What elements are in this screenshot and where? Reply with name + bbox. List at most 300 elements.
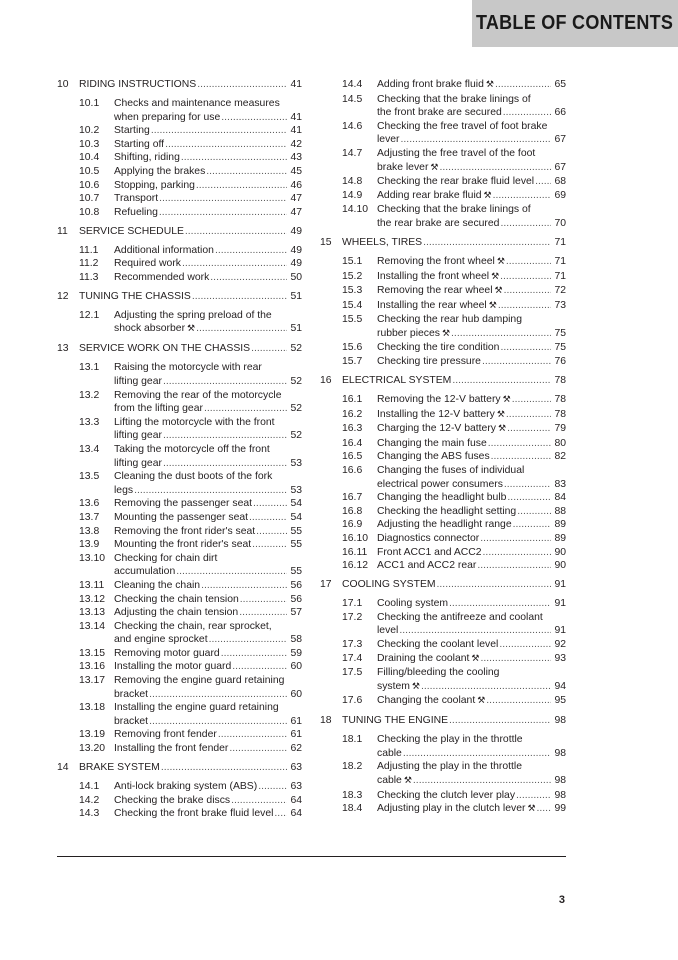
toc-section[interactable] <box>320 284 566 299</box>
page-ref: 65 <box>554 79 566 90</box>
entry-line <box>377 284 566 299</box>
entry-number: 10.2 <box>79 125 100 137</box>
entry-line <box>377 203 566 217</box>
toc-section[interactable] <box>57 124 302 138</box>
page-number: 3 <box>558 894 565 906</box>
page-title: TABLE OF CONTENTS <box>476 12 674 34</box>
entry-title: bracket <box>114 715 149 727</box>
entry-title: when preparing for use <box>114 111 221 123</box>
entry-title: Charging the 12-V battery <box>377 423 496 435</box>
entry-number: 15.4 <box>342 299 363 311</box>
toc-section[interactable] <box>320 464 566 491</box>
entry-number: 14 <box>57 762 69 774</box>
wrench-icon: ⚒ <box>491 271 500 282</box>
page-ref: 49 <box>290 225 302 237</box>
entry-title: the front brake are secured <box>377 107 502 119</box>
entry-number: 16.1 <box>342 394 363 406</box>
entry-title: Adding front brake fluid <box>377 79 484 90</box>
entry-number: 18.3 <box>342 789 363 801</box>
toc-section[interactable] <box>320 760 566 788</box>
entry-title: Adjusting the play in the throttle <box>377 761 522 773</box>
entry-number: 15.6 <box>342 342 363 354</box>
page-ref: 61 <box>290 715 302 727</box>
entry-line <box>114 111 302 125</box>
entry-line <box>377 733 566 747</box>
wrench-icon: ⚒ <box>488 300 497 311</box>
entry-title: Front ACC1 and ACC2 <box>377 546 482 558</box>
page-ref: 88 <box>554 505 566 517</box>
toc-section[interactable] <box>57 538 302 552</box>
entry-line <box>114 484 302 498</box>
page-ref: 82 <box>554 451 566 463</box>
toc-section[interactable] <box>57 807 302 821</box>
entry-title: Adjusting the spring preload of the <box>114 309 272 321</box>
entry-line <box>377 437 566 451</box>
leader-dots <box>149 715 287 729</box>
entry-line <box>114 620 302 634</box>
page-ref: 91 <box>554 598 566 610</box>
toc-section[interactable] <box>320 652 566 667</box>
entry-line <box>377 408 566 423</box>
toc-section[interactable] <box>57 701 302 728</box>
toc-section[interactable] <box>320 299 566 314</box>
page-ref: 57 <box>290 607 302 619</box>
toc-section[interactable] <box>320 559 566 573</box>
toc-section[interactable] <box>57 728 302 742</box>
entry-line <box>114 375 302 389</box>
entry-number: 18.2 <box>342 761 363 773</box>
entry-line <box>377 559 566 573</box>
entry-line <box>114 244 302 258</box>
leader-dots <box>196 179 288 193</box>
entry-line <box>377 624 566 638</box>
toc-chapter[interactable] <box>320 714 566 728</box>
page-ref: 59 <box>290 647 302 659</box>
leader-dots <box>512 393 552 407</box>
leader-dots <box>451 327 551 341</box>
entry-title: Adjusting the free travel of the foot <box>377 147 536 159</box>
leader-dots <box>413 774 552 788</box>
toc-section[interactable] <box>320 313 566 341</box>
entry-title: TUNING THE ENGINE <box>342 715 449 727</box>
entry-line <box>114 807 302 821</box>
leader-dots <box>498 299 552 313</box>
entry-number: 14.8 <box>342 176 363 188</box>
toc-chapter[interactable] <box>57 342 302 356</box>
toc-section[interactable] <box>57 389 302 416</box>
leader-dots <box>423 236 551 250</box>
page-ref: 41 <box>290 111 302 123</box>
entry-line <box>377 546 566 560</box>
entry-number: 14.3 <box>79 808 100 820</box>
page-ref: 53 <box>290 484 302 496</box>
wrench-icon: ⚒ <box>441 328 451 339</box>
leader-dots <box>516 789 551 803</box>
entry-title: Stopping, parking <box>114 179 195 191</box>
leader-dots <box>240 593 288 607</box>
entry-number: 13.18 <box>79 702 106 714</box>
toc-section[interactable] <box>320 611 566 638</box>
entry-title: lever <box>377 134 400 146</box>
page-ref: 64 <box>290 794 302 806</box>
entry-line <box>377 133 566 147</box>
entry-number: 12 <box>57 290 69 302</box>
entry-number: 13.3 <box>79 416 100 428</box>
toc-section[interactable] <box>320 78 566 93</box>
leader-dots <box>249 511 287 525</box>
toc-section[interactable] <box>57 780 302 794</box>
toc-section[interactable] <box>320 393 566 408</box>
toc-section[interactable] <box>57 361 302 388</box>
entry-line <box>377 393 566 408</box>
entry-number: 17.3 <box>342 638 363 650</box>
entry-title: Transport <box>114 193 159 205</box>
toc-chapter[interactable] <box>57 290 302 304</box>
footer-divider <box>57 856 566 857</box>
entry-title: WHEELS, TIRES <box>342 236 423 248</box>
toc-section[interactable] <box>57 151 302 165</box>
entry-number: 13.16 <box>79 661 106 673</box>
entry-number: 11.1 <box>79 244 99 256</box>
page-ref: 94 <box>554 680 566 692</box>
page-ref: 90 <box>554 546 566 558</box>
wrench-icon: ⚒ <box>477 696 486 707</box>
leader-dots <box>439 161 551 175</box>
entry-title: SERVICE WORK ON THE CHASSIS <box>79 343 251 355</box>
entry-title: Installing the front wheel <box>377 270 490 282</box>
entry-number: 16.7 <box>342 492 363 504</box>
toc-section[interactable] <box>57 309 302 337</box>
leader-dots <box>449 714 551 728</box>
page-ref: 67 <box>554 134 566 146</box>
entry-line <box>377 189 566 204</box>
leader-dots <box>161 761 288 775</box>
page-ref: 52 <box>290 376 302 388</box>
toc-section[interactable] <box>57 470 302 497</box>
entry-line <box>114 429 302 443</box>
page-ref: 51 <box>290 290 302 302</box>
entry-number: 16.10 <box>342 532 369 544</box>
entry-number: 13.11 <box>79 579 105 591</box>
toc-section[interactable] <box>57 416 302 443</box>
entry-line <box>114 309 302 323</box>
entry-line <box>114 416 302 430</box>
entry-number: 10.8 <box>79 206 100 218</box>
entry-title: Additional information <box>114 244 214 256</box>
entry-number: 16.8 <box>342 505 363 517</box>
toc-section[interactable] <box>320 789 566 803</box>
toc-section[interactable] <box>57 606 302 620</box>
entry-number: 17.5 <box>342 667 363 679</box>
entry-number: 16.4 <box>342 437 363 449</box>
entry-line <box>114 206 302 220</box>
page-ref: 71 <box>554 236 566 248</box>
entry-title: Checking the free travel of foot brake <box>377 120 548 132</box>
entry-line <box>377 760 566 774</box>
toc-section[interactable] <box>57 206 302 220</box>
toc-section[interactable] <box>320 638 566 652</box>
entry-number: 17 <box>320 579 332 591</box>
toc-section[interactable] <box>57 192 302 206</box>
toc-section[interactable] <box>57 579 302 593</box>
toc-section[interactable] <box>320 437 566 451</box>
entry-line <box>377 341 566 355</box>
toc-section[interactable] <box>320 802 566 817</box>
toc-chapter[interactable] <box>320 578 566 592</box>
entry-number: 13.12 <box>79 593 106 605</box>
entry-line <box>377 597 566 611</box>
entry-title: Applying the brakes <box>114 165 206 177</box>
entry-number: 10.4 <box>79 152 100 164</box>
entry-title: Adjusting play in the clutch lever <box>377 803 526 815</box>
entry-number: 15.7 <box>342 356 363 368</box>
entry-title: Taking the motorcycle off the front <box>114 443 270 455</box>
toc-section[interactable] <box>320 203 566 230</box>
page-ref: 54 <box>290 511 302 523</box>
page-ref: 41 <box>290 79 302 90</box>
entry-number: 12.1 <box>79 309 100 321</box>
entry-line <box>377 120 566 134</box>
leader-dots <box>163 457 287 471</box>
toc-section[interactable] <box>320 491 566 505</box>
toc-section[interactable] <box>320 408 566 423</box>
toc-section[interactable] <box>57 674 302 701</box>
page-ref: 98 <box>554 715 566 727</box>
entry-number: 13.10 <box>79 552 106 564</box>
entry-title: Checks and maintenance measures <box>114 97 280 109</box>
entry-line <box>114 124 302 138</box>
entry-number: 14.5 <box>342 93 363 105</box>
toc-chapter[interactable] <box>57 761 302 775</box>
entry-number: 14.9 <box>342 189 363 201</box>
entry-title: Starting off <box>114 138 165 150</box>
toc-section[interactable] <box>320 175 566 189</box>
entry-title: Draining the coolant <box>377 652 470 664</box>
toc-section[interactable] <box>320 355 566 369</box>
toc-section[interactable] <box>57 257 302 271</box>
page-ref: 72 <box>554 285 566 297</box>
wrench-icon: ⚒ <box>471 653 480 664</box>
leader-dots <box>210 271 287 285</box>
entry-title: lifting gear <box>114 376 162 388</box>
toc-section[interactable] <box>57 742 302 756</box>
entry-line <box>377 638 566 652</box>
page-ref: 43 <box>290 152 302 164</box>
page-ref: 84 <box>554 492 566 504</box>
toc-section[interactable] <box>57 138 302 152</box>
entry-line <box>377 747 566 761</box>
toc-section[interactable] <box>57 179 302 193</box>
entry-title: the rear brake are secured <box>377 217 500 229</box>
toc-section[interactable] <box>57 97 302 124</box>
entry-number: 13.14 <box>79 620 106 632</box>
entry-line <box>114 688 302 702</box>
leader-dots <box>507 491 551 505</box>
entry-title: Checking that the brake linings of <box>377 93 531 105</box>
leader-dots <box>182 257 287 271</box>
leader-dots <box>218 728 288 742</box>
leader-dots <box>206 165 287 179</box>
toc-section[interactable] <box>320 450 566 464</box>
entry-line <box>377 93 566 107</box>
entry-line <box>377 611 566 625</box>
entry-title: electrical power consumers <box>377 478 503 490</box>
entry-title: Adding rear brake fluid <box>377 189 482 201</box>
entry-line <box>114 179 302 193</box>
toc-column-left <box>57 78 302 821</box>
toc-chapter[interactable] <box>57 225 302 239</box>
toc-section[interactable] <box>320 505 566 519</box>
leader-dots <box>134 484 287 498</box>
toc-section[interactable] <box>320 255 566 270</box>
toc-section[interactable] <box>320 532 566 546</box>
leader-dots <box>201 579 287 593</box>
entry-line <box>377 680 566 695</box>
entry-line <box>377 255 566 270</box>
toc-section[interactable] <box>320 270 566 285</box>
leader-dots <box>506 255 552 269</box>
leader-dots <box>258 780 287 794</box>
toc-section[interactable] <box>57 525 302 539</box>
entry-number: 18 <box>320 715 332 727</box>
leader-dots <box>196 322 287 336</box>
toc-section[interactable] <box>57 511 302 525</box>
page-ref: 91 <box>554 625 566 637</box>
toc-chapter[interactable] <box>57 78 302 92</box>
entry-line <box>114 538 302 552</box>
entry-title: Checking the brake discs <box>114 794 231 806</box>
entry-number: 17.1 <box>342 598 363 610</box>
page-ref: 53 <box>290 457 302 469</box>
page-ref: 83 <box>554 478 566 490</box>
leader-dots <box>437 578 552 592</box>
toc-section[interactable] <box>320 422 566 437</box>
wrench-icon: ⚒ <box>483 190 492 201</box>
toc-section[interactable] <box>320 93 566 120</box>
toc-section[interactable] <box>320 341 566 355</box>
toc-section[interactable] <box>57 647 302 661</box>
entry-title: Removing the rear of the motorcycle <box>114 389 282 401</box>
toc-section[interactable] <box>57 794 302 808</box>
entry-number: 13.20 <box>79 743 106 755</box>
toc-section[interactable] <box>320 546 566 560</box>
entry-title: Checking the clutch lever play <box>377 789 516 801</box>
page-ref: 78 <box>554 375 566 387</box>
entry-title: Raising the motorcycle with rear <box>114 362 262 374</box>
toc-section[interactable] <box>320 597 566 611</box>
toc-section[interactable] <box>320 518 566 532</box>
page-ref: 68 <box>554 176 566 188</box>
leader-dots <box>504 284 552 298</box>
page-ref: 45 <box>290 165 302 177</box>
toc-section[interactable] <box>57 660 302 674</box>
toc-section[interactable] <box>320 189 566 204</box>
entry-title: COOLING SYSTEM <box>342 579 436 591</box>
entry-title: Changing the headlight bulb <box>377 492 507 504</box>
entry-number: 14.4 <box>342 79 363 90</box>
leader-dots <box>192 290 288 304</box>
entry-title: Removing the engine guard retaining <box>114 675 285 687</box>
leader-dots <box>163 375 287 389</box>
entry-title: brake lever <box>377 161 429 173</box>
entry-number: 11.3 <box>79 271 99 283</box>
toc-section[interactable] <box>57 244 302 258</box>
entry-line <box>114 579 302 593</box>
leader-dots <box>163 429 287 443</box>
toc-chapter[interactable] <box>320 236 566 250</box>
entry-line <box>114 674 302 688</box>
toc-section[interactable] <box>57 443 302 470</box>
leader-dots <box>204 402 287 416</box>
entry-line <box>342 714 566 728</box>
leader-dots <box>513 518 552 532</box>
leader-dots <box>482 355 551 369</box>
entry-title: Checking the front brake fluid level <box>114 808 274 820</box>
entry-title: Checking that the brake linings of <box>377 204 531 216</box>
toc-section[interactable] <box>57 497 302 511</box>
entry-number: 16.5 <box>342 451 363 463</box>
page-ref: 98 <box>554 747 566 759</box>
toc-chapter[interactable] <box>320 374 566 388</box>
toc-section[interactable] <box>320 733 566 760</box>
page-ref: 55 <box>290 525 302 537</box>
leader-dots <box>221 647 288 661</box>
page-ref: 76 <box>554 356 566 368</box>
toc-section[interactable] <box>57 552 302 579</box>
page-ref: 63 <box>290 781 302 793</box>
entry-title: Installing the 12-V battery <box>377 408 495 420</box>
leader-dots <box>401 133 552 147</box>
entry-line <box>377 464 566 478</box>
leader-dots <box>181 151 288 165</box>
toc-section[interactable] <box>320 694 566 709</box>
toc-section[interactable] <box>320 666 566 694</box>
entry-number: 10.6 <box>79 179 100 191</box>
entry-line <box>79 342 302 356</box>
toc-section[interactable] <box>320 147 566 175</box>
leader-dots <box>504 478 552 492</box>
wrench-icon: ⚒ <box>502 395 511 406</box>
toc-section[interactable] <box>57 165 302 179</box>
page-ref: 52 <box>290 430 302 442</box>
entry-line <box>377 175 566 189</box>
entry-title: Mounting the front rider's seat <box>114 539 252 551</box>
entry-line <box>342 578 566 592</box>
toc-section[interactable] <box>320 120 566 147</box>
toc-section[interactable] <box>57 593 302 607</box>
entry-number: 15.2 <box>342 270 363 282</box>
entry-title: Diagnostics connector <box>377 532 480 544</box>
entry-line <box>377 694 566 709</box>
wrench-icon: ⚒ <box>527 804 536 815</box>
page-ref: 60 <box>290 688 302 700</box>
entry-title: Shifting, riding <box>114 152 180 164</box>
leader-dots <box>149 688 287 702</box>
entry-line <box>114 633 302 647</box>
entry-line <box>114 151 302 165</box>
toc-section[interactable] <box>57 620 302 647</box>
entry-title: Installing the motor guard <box>114 661 232 673</box>
entry-title: SERVICE SCHEDULE <box>79 225 184 237</box>
entry-number: 11.2 <box>79 258 99 270</box>
entry-title: TUNING THE CHASSIS <box>79 290 191 302</box>
page-ref: 55 <box>290 566 302 578</box>
leader-dots <box>500 217 551 231</box>
leader-dots <box>253 497 287 511</box>
page-ref: 98 <box>554 789 566 801</box>
toc-section[interactable] <box>57 271 302 285</box>
entry-title: Mounting the passenger seat <box>114 511 249 523</box>
